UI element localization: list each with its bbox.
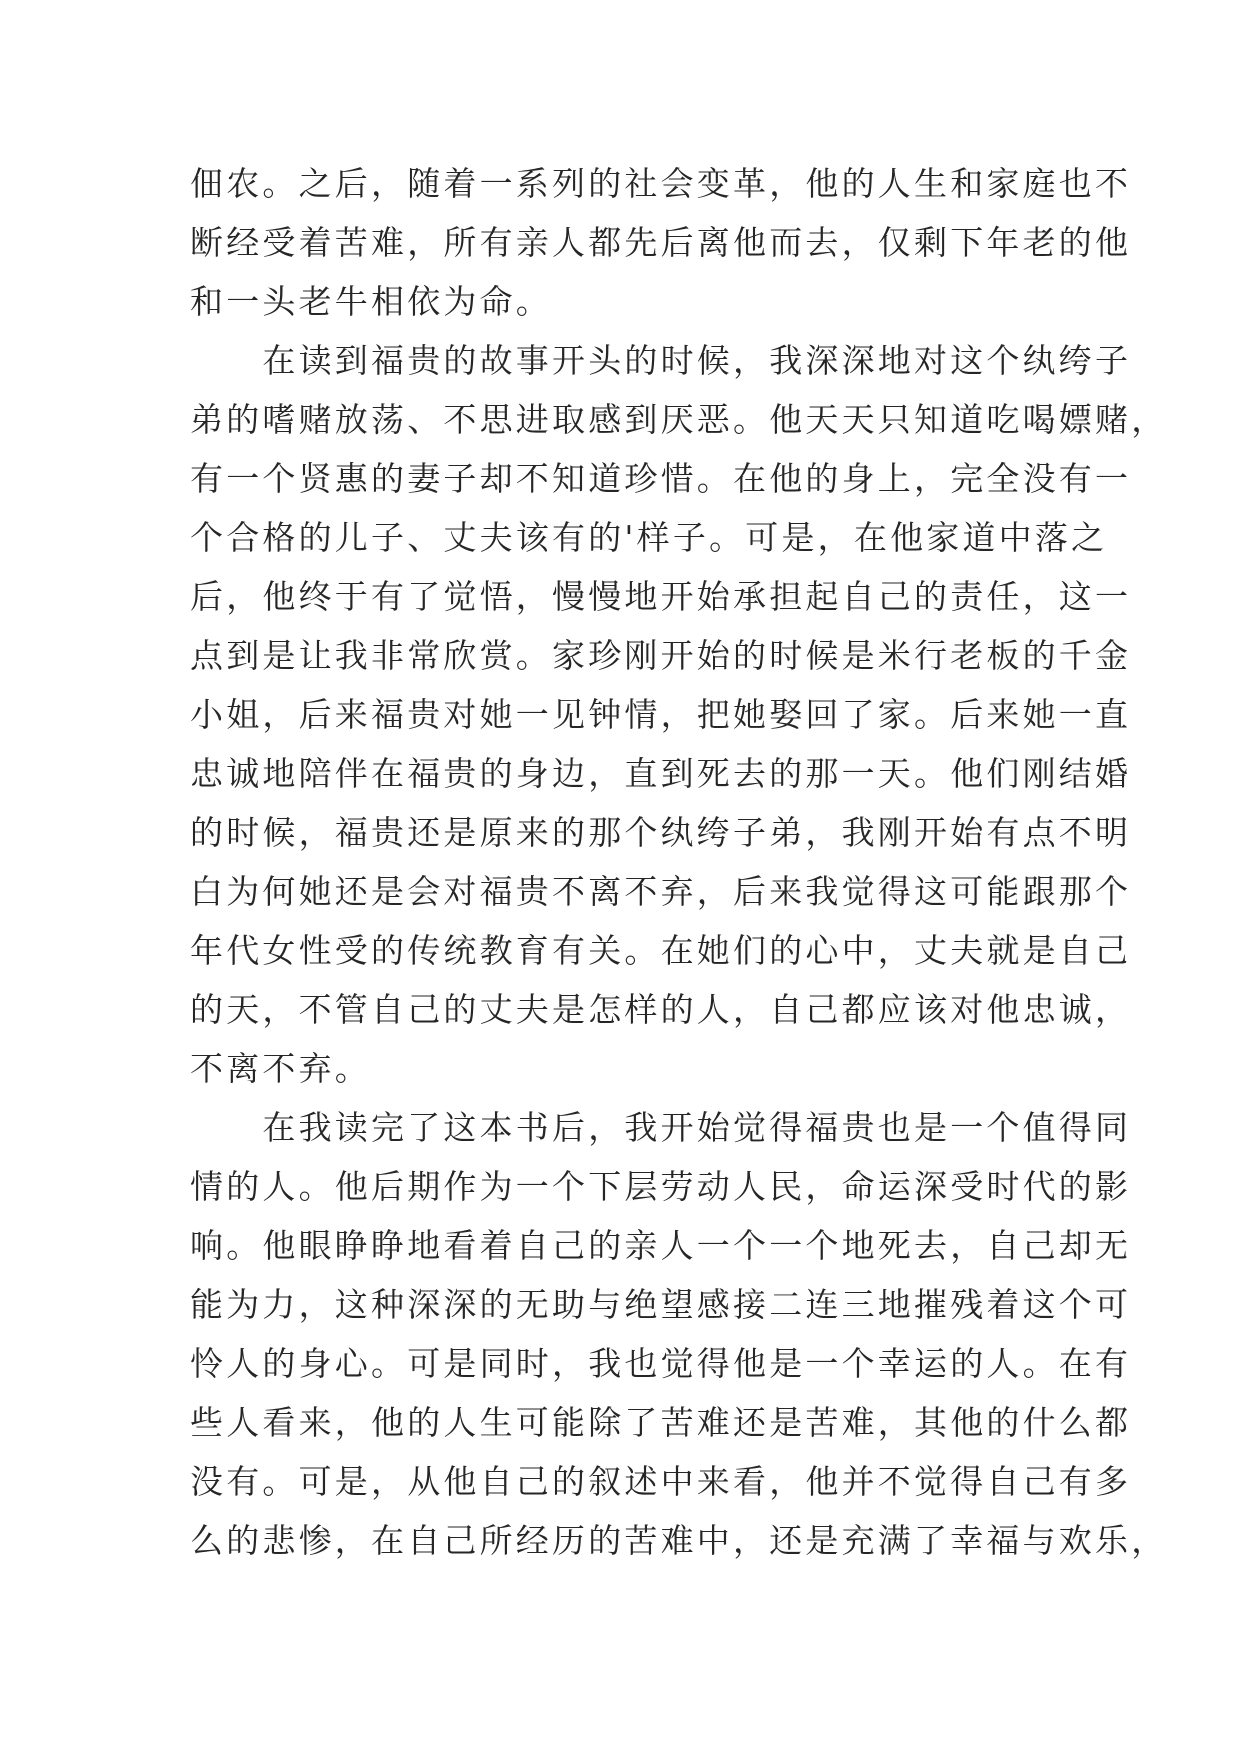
text-line: 个合格的儿子、丈夫该有的'样子。可是，在他家道中落之 <box>190 518 1108 557</box>
text-line: 的天，不管自己的丈夫是怎样的人，自己都应该对他忠诚， <box>190 990 1132 1029</box>
text-line: 有一个贤惠的妻子却不知道珍惜。在他的身上，完全没有一 <box>190 459 1132 498</box>
text-line: 没有。可是，从他自己的叙述中来看，他并不觉得自己有多 <box>190 1462 1132 1501</box>
text-line: 小姐，后来福贵对她一见钟情，把她娶回了家。后来她一直 <box>190 695 1132 734</box>
document-body <box>190 154 1168 1570</box>
text-line: 后，他终于有了觉悟，慢慢地开始承担起自己的责任，这一 <box>190 577 1132 616</box>
text-line: 情的人。他后期作为一个下层劳动人民，命运深受时代的影 <box>190 1167 1132 1206</box>
text-line: 些人看来，他的人生可能除了苦难还是苦难，其他的什么都 <box>190 1403 1132 1442</box>
text-line: 白为何她还是会对福贵不离不弃，后来我觉得这可能跟那个 <box>190 872 1132 911</box>
text-line: 么的悲惨，在自己所经历的苦难中，还是充满了幸福与欢乐， <box>190 1521 1168 1560</box>
text-line: 响。他眼睁睁地看着自己的亲人一个一个地死去，自己却无 <box>190 1226 1132 1265</box>
text-line: 佃农。之后，随着一系列的社会变革，他的人生和家庭也不 <box>190 164 1132 203</box>
text-line: 弟的嗜赌放荡、不思进取感到厌恶。他天天只知道吃喝嫖赌， <box>190 400 1168 439</box>
text-line: 断经受着苦难，所有亲人都先后离他而去，仅剩下年老的他 <box>190 223 1132 262</box>
text-line: 在我读完了这本书后，我开始觉得福贵也是一个值得同 <box>190 1108 1132 1147</box>
text-line: 能为力，这种深深的无助与绝望感接二连三地摧残着这个可 <box>190 1285 1132 1324</box>
text-line: 的时候，福贵还是原来的那个纨绔子弟，我刚开始有点不明 <box>190 813 1132 852</box>
text-line: 和一头老牛相依为命。 <box>190 282 552 321</box>
text-line: 年代女性受的传统教育有关。在她们的心中，丈夫就是自己 <box>190 931 1132 970</box>
text-line: 在读到福贵的故事开头的时候，我深深地对这个纨绔子 <box>190 341 1132 380</box>
text-line: 不离不弃。 <box>190 1049 371 1088</box>
text-line: 怜人的身心。可是同时，我也觉得他是一个幸运的人。在有 <box>190 1344 1132 1383</box>
text-line: 忠诚地陪伴在福贵的身边，直到死去的那一天。他们刚结婚 <box>190 754 1132 793</box>
text-line: 点到是让我非常欣赏。家珍刚开始的时候是米行老板的千金 <box>190 636 1132 675</box>
